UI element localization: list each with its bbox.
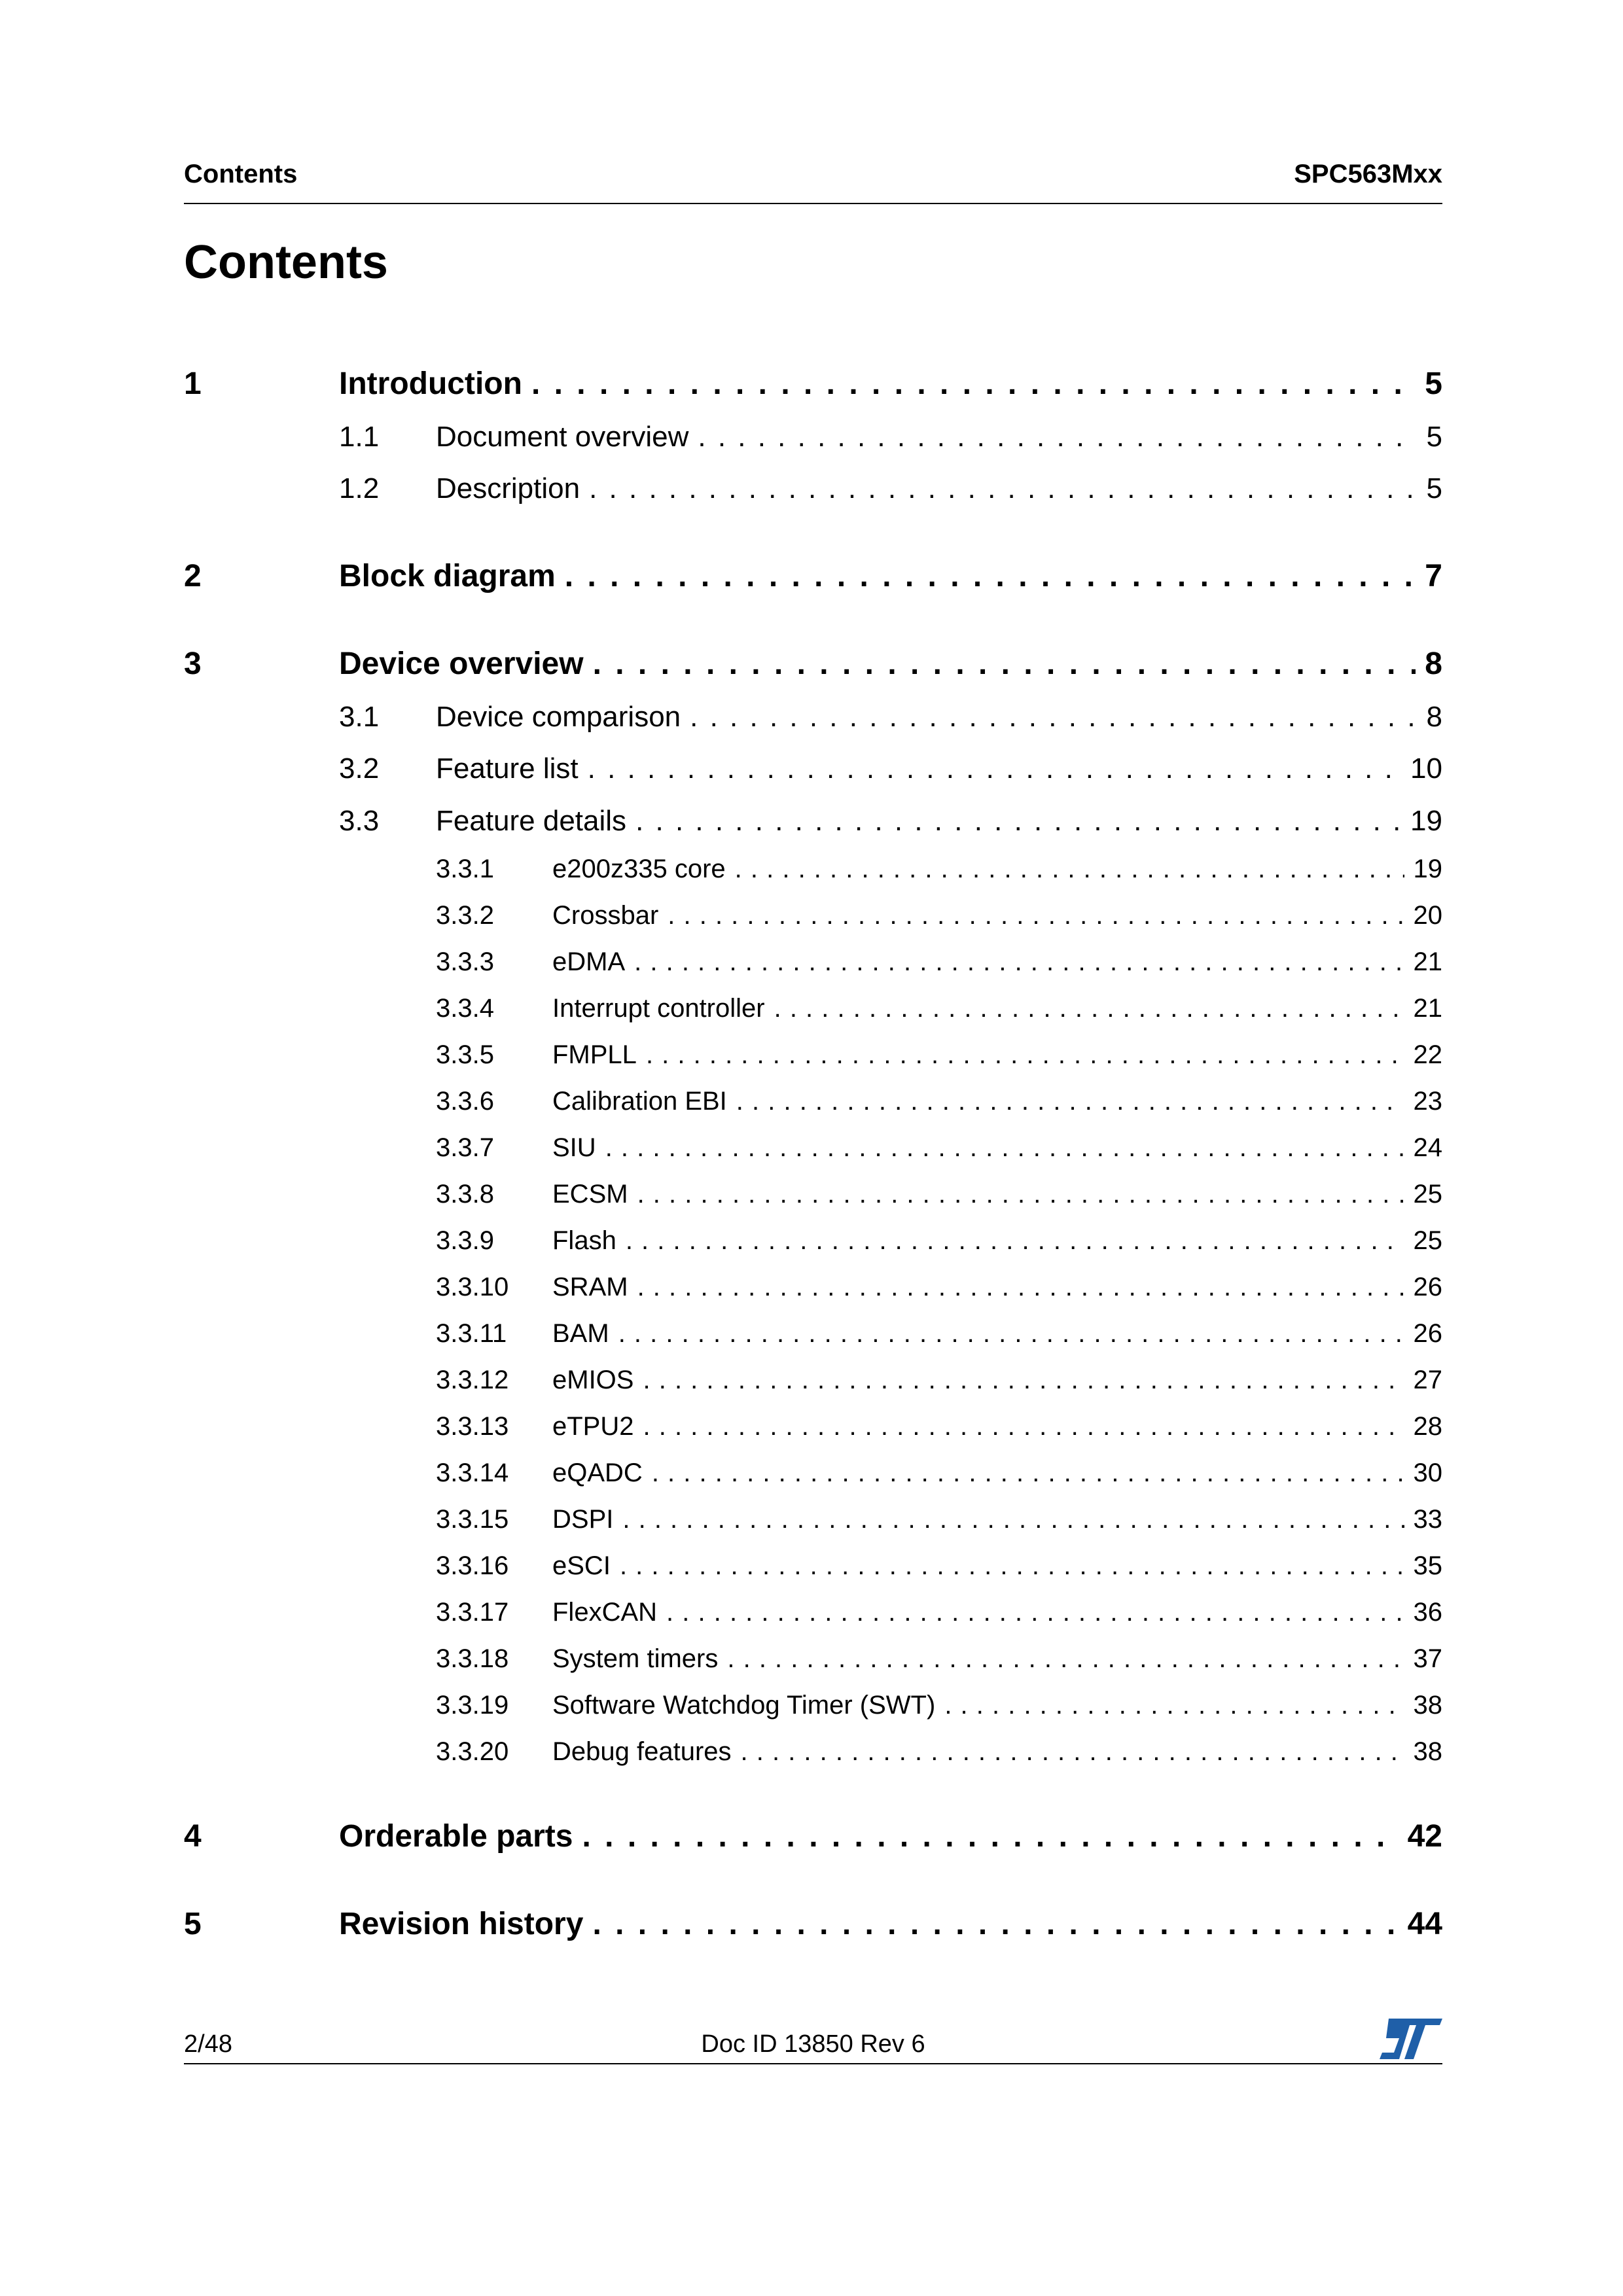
toc-label: ECSM — [552, 1180, 628, 1209]
toc-number: 3.3.20 — [436, 1737, 509, 1766]
toc-label: Debug features — [552, 1737, 732, 1766]
toc-leader — [582, 1818, 1398, 1854]
toc-label: eDMA — [552, 947, 626, 976]
toc-leader — [741, 1737, 1404, 1767]
toc-label: Device comparison — [436, 701, 681, 733]
toc-entry[interactable] — [184, 558, 1442, 594]
toc-page: 38 — [1413, 1691, 1442, 1720]
toc-label: eQADC — [552, 1458, 643, 1487]
toc-page: 37 — [1413, 1644, 1442, 1673]
toc-label: eTPU2 — [552, 1412, 634, 1441]
toc-leader — [727, 1644, 1404, 1674]
toc-leader — [635, 805, 1401, 838]
toc-page: 30 — [1413, 1458, 1442, 1487]
page-title: Contents — [184, 236, 388, 289]
toc-number: 3.3.14 — [436, 1458, 509, 1487]
toc-page: 25 — [1413, 1226, 1442, 1255]
toc-page: 22 — [1413, 1040, 1442, 1069]
toc-number: 3.3.19 — [436, 1691, 509, 1720]
toc-label: System timers — [552, 1644, 719, 1673]
toc-entry[interactable] — [184, 701, 1442, 733]
toc-number: 3.3.5 — [436, 1040, 494, 1069]
toc-number: 5 — [184, 1907, 202, 1941]
toc-entry[interactable] — [184, 1273, 1442, 1302]
toc-label: SIU — [552, 1133, 596, 1162]
toc-entry[interactable] — [184, 994, 1442, 1023]
toc-entry[interactable] — [184, 855, 1442, 884]
toc-label: Description — [436, 472, 580, 504]
toc-number: 3.2 — [339, 752, 380, 785]
toc-entry[interactable] — [184, 1226, 1442, 1256]
toc-number: 3.3.6 — [436, 1087, 494, 1116]
toc-entry[interactable] — [184, 1412, 1442, 1441]
toc-label: BAM — [552, 1319, 609, 1348]
toc-number: 3.3.11 — [436, 1319, 507, 1348]
toc-page: 21 — [1413, 994, 1442, 1023]
toc-entry[interactable] — [184, 1818, 1442, 1854]
toc-number: 3.3.3 — [436, 947, 494, 976]
toc-page: 23 — [1413, 1087, 1442, 1116]
toc-leader — [622, 1505, 1404, 1534]
toc-page: 5 — [1426, 472, 1442, 504]
toc-number: 3.3.15 — [436, 1505, 509, 1534]
toc-leader — [592, 1906, 1398, 1942]
toc-number: 3.3.7 — [436, 1133, 494, 1162]
page-footer — [184, 2019, 1442, 2064]
toc-label: Software Watchdog Timer (SWT) — [552, 1691, 936, 1720]
toc-leader — [605, 1133, 1404, 1163]
toc-entry[interactable] — [184, 752, 1442, 785]
toc-label: Calibration EBI — [552, 1087, 727, 1116]
toc-number: 3.3.4 — [436, 994, 494, 1023]
toc-number: 3.3.9 — [436, 1226, 494, 1255]
toc-leader — [643, 1412, 1404, 1441]
toc-page: 28 — [1413, 1412, 1442, 1441]
toc-page: 25 — [1413, 1180, 1442, 1209]
toc-page: 38 — [1413, 1737, 1442, 1766]
toc-leader — [637, 1273, 1404, 1302]
toc-entry[interactable] — [184, 1180, 1442, 1209]
toc-leader — [668, 901, 1404, 930]
toc-page: 19 — [1410, 805, 1442, 837]
toc-number: 3.3 — [339, 805, 380, 837]
toc-page: 10 — [1410, 752, 1442, 785]
toc-entry[interactable] — [184, 1319, 1442, 1349]
toc-page: 44 — [1407, 1907, 1442, 1941]
toc-number: 4 — [184, 1819, 202, 1854]
st-logo-icon — [1380, 2019, 1442, 2059]
toc-label: eSCI — [552, 1551, 611, 1580]
toc-label: Revision history — [339, 1907, 584, 1941]
toc-entry[interactable] — [184, 366, 1442, 402]
toc-label: Document overview — [436, 421, 689, 453]
toc-entry[interactable] — [184, 1691, 1442, 1720]
toc-number: 2 — [184, 559, 202, 593]
toc-label: Interrupt controller — [552, 994, 765, 1023]
toc-number: 3.1 — [339, 701, 380, 733]
toc-entry[interactable] — [184, 1366, 1442, 1395]
toc-number: 3.3.10 — [436, 1273, 509, 1301]
toc-leader — [618, 1319, 1404, 1349]
toc-entry[interactable] — [184, 1906, 1442, 1942]
toc-entry[interactable] — [184, 472, 1442, 505]
toc-entry[interactable] — [184, 805, 1442, 838]
toc-leader — [944, 1691, 1404, 1720]
toc-page: 7 — [1425, 559, 1442, 593]
toc-entry[interactable] — [184, 1040, 1442, 1070]
toc-label: FlexCAN — [552, 1598, 658, 1627]
toc-number: 3.3.13 — [436, 1412, 509, 1441]
toc-label: SRAM — [552, 1273, 628, 1301]
toc-page: 20 — [1413, 901, 1442, 930]
toc-number: 3.3.2 — [436, 901, 494, 930]
header-product-name: SPC563Mxx — [1294, 160, 1442, 188]
toc-page: 5 — [1425, 366, 1442, 401]
toc-leader — [690, 701, 1417, 733]
toc-number: 3.3.8 — [436, 1180, 494, 1209]
toc-leader — [593, 646, 1416, 682]
toc-page: 8 — [1426, 701, 1442, 733]
toc-number: 3.3.17 — [436, 1598, 509, 1627]
toc-entry[interactable] — [184, 1505, 1442, 1534]
toc-leader — [666, 1598, 1404, 1627]
toc-leader — [626, 1226, 1404, 1256]
toc-label: Orderable parts — [339, 1819, 573, 1854]
toc-label: e200z335 core — [552, 855, 726, 883]
toc-page: 36 — [1413, 1598, 1442, 1627]
toc-leader — [620, 1551, 1404, 1581]
toc-label: Feature list — [436, 752, 579, 785]
toc-leader — [589, 472, 1417, 505]
toc-page: 33 — [1413, 1505, 1442, 1534]
toc-entry[interactable] — [184, 421, 1442, 453]
toc-number: 3.3.1 — [436, 855, 494, 883]
toc-entry[interactable] — [184, 1644, 1442, 1674]
toc-entry[interactable] — [184, 1087, 1442, 1116]
toc-page: 19 — [1413, 855, 1442, 883]
table-of-contents — [184, 0, 1442, 2296]
toc-entry[interactable] — [184, 1737, 1442, 1767]
toc-number: 3.3.12 — [436, 1366, 509, 1394]
toc-leader — [652, 1458, 1404, 1488]
toc-label: Device overview — [339, 646, 584, 681]
toc-page: 26 — [1413, 1273, 1442, 1301]
toc-number: 3.3.18 — [436, 1644, 509, 1673]
toc-number: 1.1 — [339, 421, 380, 453]
toc-label: Introduction — [339, 366, 522, 401]
toc-leader — [565, 558, 1416, 594]
header-section-title: Contents — [184, 160, 298, 188]
toc-number: 3.3.16 — [436, 1551, 509, 1580]
toc-entry[interactable] — [184, 646, 1442, 682]
toc-label: DSPI — [552, 1505, 614, 1534]
toc-page: 5 — [1426, 421, 1442, 453]
toc-number: 1 — [184, 366, 202, 401]
toc-number: 3 — [184, 646, 202, 681]
toc-entry[interactable] — [184, 1133, 1442, 1163]
toc-page: 21 — [1413, 947, 1442, 976]
doc-id: Doc ID 13850 Rev 6 — [701, 2030, 925, 2058]
toc-label: Block diagram — [339, 559, 556, 593]
toc-leader — [531, 366, 1416, 402]
toc-entry[interactable] — [184, 1458, 1442, 1488]
toc-leader — [637, 1180, 1404, 1209]
toc-entry[interactable] — [184, 1551, 1442, 1581]
toc-leader — [646, 1040, 1404, 1070]
toc-leader — [735, 855, 1404, 884]
toc-entry[interactable] — [184, 947, 1442, 977]
toc-entry[interactable] — [184, 901, 1442, 930]
toc-label: Crossbar — [552, 901, 659, 930]
toc-label: Feature details — [436, 805, 627, 837]
toc-label: FMPLL — [552, 1040, 637, 1069]
toc-page: 8 — [1425, 646, 1442, 681]
toc-page: 42 — [1407, 1819, 1442, 1854]
toc-leader — [736, 1087, 1404, 1116]
toc-page: 35 — [1413, 1551, 1442, 1580]
toc-page: 27 — [1413, 1366, 1442, 1394]
toc-entry[interactable] — [184, 1598, 1442, 1627]
toc-page: 26 — [1413, 1319, 1442, 1348]
toc-page: 24 — [1413, 1133, 1442, 1162]
toc-leader — [588, 752, 1401, 785]
page-number: 2/48 — [184, 2030, 232, 2058]
toc-label: eMIOS — [552, 1366, 634, 1394]
toc-leader — [634, 947, 1404, 977]
toc-label: Flash — [552, 1226, 616, 1255]
toc-number: 1.2 — [339, 472, 380, 504]
toc-leader — [698, 421, 1417, 453]
toc-leader — [643, 1366, 1404, 1395]
toc-leader — [774, 994, 1404, 1023]
